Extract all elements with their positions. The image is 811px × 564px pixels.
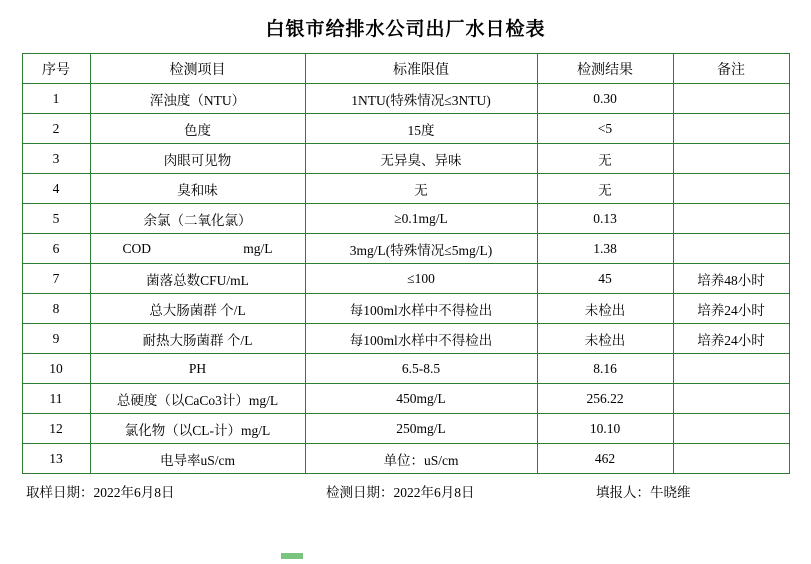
row-result: <5 [537, 114, 673, 144]
table-row [22, 354, 789, 384]
column-header-item: 检测项目 [90, 54, 305, 84]
row-item: 总硬度（以CaCo3计）mg/L [90, 384, 305, 414]
row-no: 3 [22, 144, 90, 174]
table-header [22, 54, 789, 84]
table-row [22, 174, 789, 204]
row-limit: 单位：uS/cm [305, 444, 537, 474]
column-header-no: 序号 [22, 54, 90, 84]
row-item [90, 234, 305, 264]
row-limit: 1NTU(特殊情况≤3NTU) [305, 84, 537, 114]
column-header-result: 检测结果 [537, 54, 673, 84]
row-remark [673, 114, 789, 144]
row-limit: 3mg/L(特殊情况≤5mg/L) [305, 234, 537, 264]
sample-date: 取样日期：2022年6月8日 [26, 485, 175, 500]
table-row [22, 384, 789, 414]
row-item: 电导率uS/cm [90, 444, 305, 474]
table-body [22, 84, 789, 474]
row-item: 浑浊度（NTU） [90, 84, 305, 114]
table-row [22, 144, 789, 174]
row-no: 13 [22, 444, 90, 474]
table-row [22, 114, 789, 144]
row-limit: ≤100 [305, 264, 537, 294]
table-header-row [22, 54, 789, 84]
row-remark [673, 84, 789, 114]
column-header-limit: 标准限值 [305, 54, 537, 84]
row-item-unit: mg/L [243, 240, 273, 256]
row-result: 10.10 [537, 414, 673, 444]
table-row [22, 84, 789, 114]
row-item: 耐热大肠菌群 个/L [90, 324, 305, 354]
row-remark [673, 444, 789, 474]
row-item: 余氯（二氧化氯） [90, 204, 305, 234]
column-header-remark: 备注 [673, 54, 789, 84]
row-item: 氯化物（以CL-计）mg/L [90, 414, 305, 444]
row-item: 总大肠菌群 个/L [90, 294, 305, 324]
row-result: 1.38 [537, 234, 673, 264]
row-remark: 培养24小时 [673, 294, 789, 324]
row-no: 10 [22, 354, 90, 384]
test-date: 检测日期：2022年6月8日 [326, 485, 475, 500]
row-remark [673, 204, 789, 234]
row-result: 无 [537, 174, 673, 204]
row-no: 7 [22, 264, 90, 294]
row-result: 256.22 [537, 384, 673, 414]
row-result: 45 [537, 264, 673, 294]
page-title: 白银市给排水公司出厂水日检表 [265, 19, 546, 40]
row-limit: 每100ml水样中不得检出 [305, 294, 537, 324]
row-item-label: COD [122, 240, 152, 256]
row-remark [673, 354, 789, 384]
row-no: 1 [22, 84, 90, 114]
row-remark [673, 414, 789, 444]
table-row [22, 414, 789, 444]
row-item-cod-wrap [123, 241, 273, 257]
row-item: 臭和味 [90, 174, 305, 204]
row-remark [673, 144, 789, 174]
table-row [22, 294, 789, 324]
row-remark: 培养24小时 [673, 324, 789, 354]
row-result: 0.13 [537, 204, 673, 234]
table-row [22, 444, 789, 474]
row-result: 462 [537, 444, 673, 474]
water-quality-table [22, 53, 790, 474]
row-limit: ≥0.1mg/L [305, 204, 537, 234]
row-limit: 每100ml水样中不得检出 [305, 324, 537, 354]
row-limit: 250mg/L [305, 414, 537, 444]
row-result: 未检出 [537, 294, 673, 324]
row-no: 5 [22, 204, 90, 234]
row-result: 0.30 [537, 84, 673, 114]
row-result: 未检出 [537, 324, 673, 354]
row-limit: 6.5-8.5 [305, 354, 537, 384]
row-no: 9 [22, 324, 90, 354]
row-item: PH [90, 354, 305, 384]
row-remark [673, 234, 789, 264]
row-limit: 15度 [305, 114, 537, 144]
table-row [22, 324, 789, 354]
row-no: 11 [22, 384, 90, 414]
row-item: 肉眼可见物 [90, 144, 305, 174]
row-result: 无 [537, 144, 673, 174]
row-remark: 培养48小时 [673, 264, 789, 294]
row-result: 8.16 [537, 354, 673, 384]
row-limit: 450mg/L [305, 384, 537, 414]
row-no: 8 [22, 294, 90, 324]
table-row [22, 264, 789, 294]
row-no: 2 [22, 114, 90, 144]
footer [22, 481, 789, 501]
row-limit: 无异臭、异味 [305, 144, 537, 174]
row-item: 色度 [90, 114, 305, 144]
row-no: 12 [22, 414, 90, 444]
row-remark [673, 174, 789, 204]
row-limit: 无 [305, 174, 537, 204]
row-no: 4 [22, 174, 90, 204]
row-no: 6 [22, 234, 90, 264]
scroll-indicator[interactable] [281, 553, 303, 559]
row-item: 菌落总数CFU/mL [90, 264, 305, 294]
table-row [22, 234, 789, 264]
reporter-name: 填报人：牛晓维 [596, 485, 691, 500]
row-remark [673, 384, 789, 414]
table-row [22, 204, 789, 234]
